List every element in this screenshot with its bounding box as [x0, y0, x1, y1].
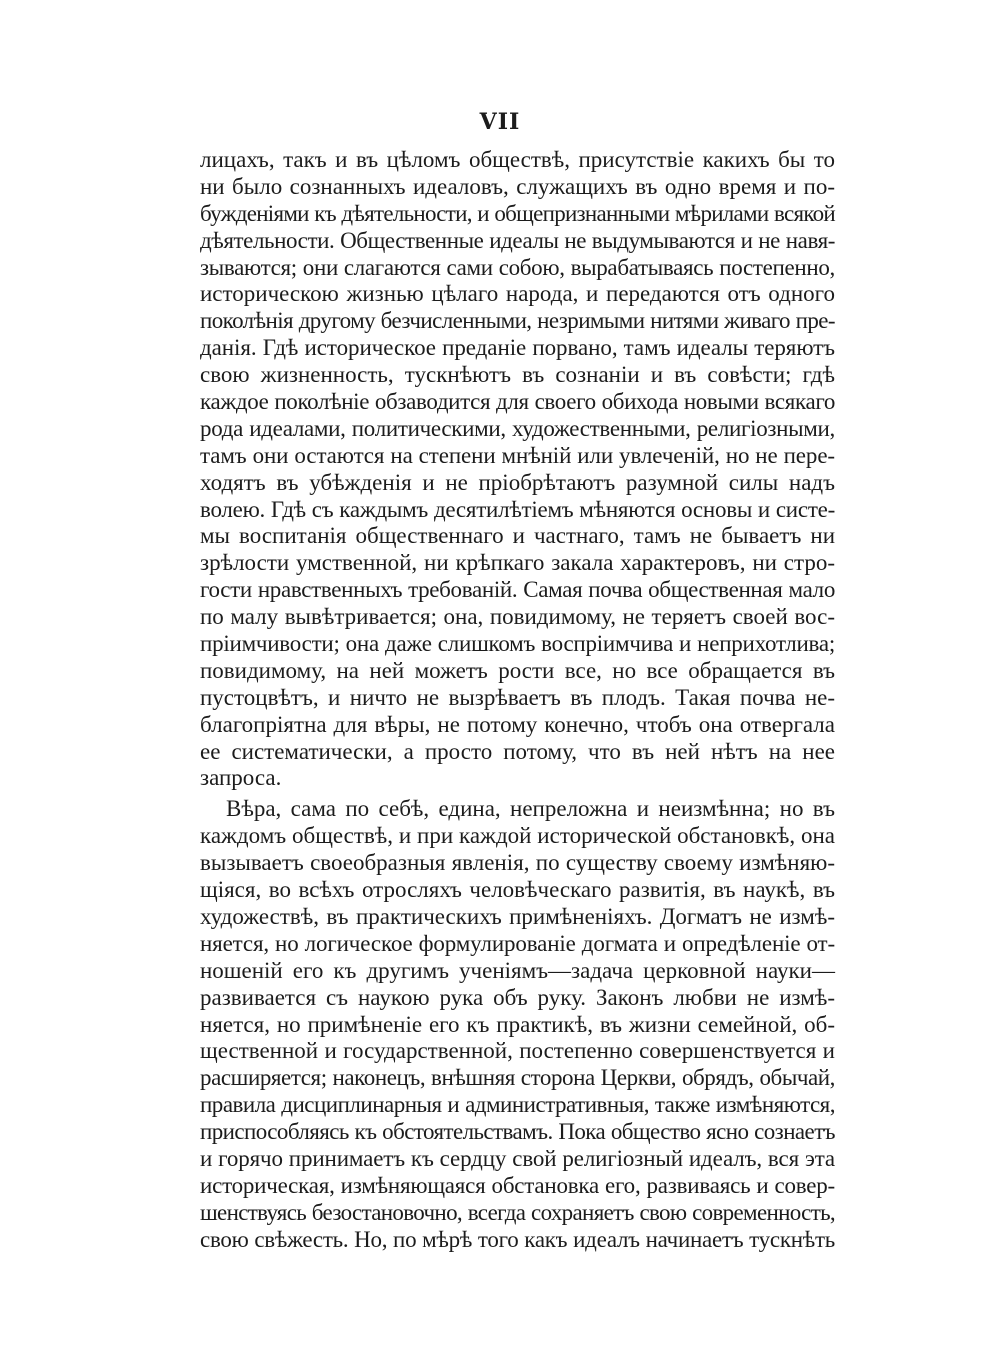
text-line: Вѣра, сама по себѣ, едина, непреложна и неизмѣнна; но въ — [226, 796, 835, 822]
text-line: рода идеалами, политическими, художественными, религіозными, — [200, 415, 835, 441]
text-line: зываются; они слагаются сами собою, вырабатываясь постепенно, — [200, 254, 835, 280]
paragraph-2 — [200, 796, 835, 1253]
text-line: ходятъ въ убѣжденія и не пріобрѣтаютъ разумной силы надъ — [200, 469, 835, 495]
text-line: свою свѣжесть. Но, по мѣрѣ того какъ идеалъ начинаетъ тускнѣть — [200, 1226, 835, 1252]
paragraph-1 — [200, 147, 835, 792]
text-line: художествѣ, въ практическихъ примѣненіяхъ. Догматъ не измѣ- — [200, 903, 835, 929]
text-line: ни было сознанныхъ идеаловъ, служащихъ въ одно время и по- — [200, 173, 835, 199]
text-line: щіяся, во всѣхъ отросляхъ человѣческаго развитія, въ наукѣ, въ — [200, 877, 835, 903]
text-line: ее систематически, а просто потому, что въ ней нѣтъ на нее — [200, 738, 835, 764]
text-line: пустоцвѣтъ, и ничто не вызрѣваетъ въ плодъ. Такая почва не- — [200, 684, 835, 710]
text-line: каждомъ обществѣ, и при каждой исторической обстановкѣ, она — [200, 823, 835, 849]
text-line: бужденіями къ дѣятельности, и общепризнанными мѣрилами всякой — [200, 200, 835, 226]
text-line: благопріятна для вѣры, не потому конечно, чтобъ она отвергала — [200, 711, 835, 737]
body-text — [200, 147, 835, 1254]
text-line: вызываетъ своеобразныя явленія, по существу своему измѣняю- — [200, 850, 835, 876]
text-line: няется, но примѣненіе его къ практикѣ, въ жизни семейной, об- — [200, 1011, 835, 1037]
text-line: лицахъ, такъ и въ цѣломъ обществѣ, присутствіе какихъ бы то — [200, 147, 835, 172]
text-line: запроса. — [200, 765, 282, 791]
text-line: по малу вывѣтривается; она, повидимому, не теряетъ своей вос- — [200, 604, 835, 630]
text-line: развивается съ наукою рука объ руку. Законъ любви не измѣ- — [200, 984, 835, 1010]
page-number: VII — [479, 109, 521, 135]
text-line: пріимчивости; она даже слишкомъ воспріимчива и неприхотлива; — [200, 631, 835, 657]
text-line: поколѣнія другому безчисленными, незримыми нитями живаго пре- — [200, 308, 835, 334]
text-line: данія. Гдѣ историческое преданіе порвано, тамъ идеалы теряютъ — [200, 335, 835, 361]
text-line: историческою жизнью цѣлаго народа, и передаются отъ одного — [200, 281, 835, 307]
text-line: приспособляясь къ обстоятельствамъ. Пока общество ясно сознаетъ — [200, 1119, 835, 1145]
text-line: каждое поколѣніе обзаводится для своего обихода новыми всякаго — [200, 389, 835, 415]
text-line: мы воспитанія общественнаго и частнаго, тамъ не бываетъ ни — [200, 523, 835, 549]
text-line: зрѣлости умственной, ни крѣпкаго закала характеровъ, ни стро- — [200, 550, 835, 576]
text-line: свою жизненность, тускнѣютъ въ сознаніи и въ совѣсти; гдѣ — [200, 362, 835, 388]
text-line: няется, но логическое формулированіе догмата и опредѣленіе от- — [200, 930, 835, 956]
text-line: и горячо принимаетъ къ сердцу свой религіозный идеалъ, вся эта — [200, 1145, 835, 1171]
text-line: тамъ они остаются на степени мнѣній или увлеченій, но не пере- — [200, 442, 835, 468]
text-line: историческая, измѣняющаяся обстановка его, развиваясь и совер- — [200, 1172, 835, 1198]
text-line: гости нравственныхъ требованій. Самая почва общественная мало — [200, 577, 835, 603]
text-line: шенствуясь безостановочно, всегда сохраняетъ свою современность, — [200, 1199, 835, 1225]
text-line: повидимому, на ней можетъ рости все, но все обращается въ — [200, 657, 835, 683]
text-line: дѣятельности. Общественные идеалы не выдумываются и не навя- — [200, 227, 835, 253]
text-line: правила дисциплинарныя и административныя, также измѣняются, — [200, 1092, 835, 1118]
text-line: волею. Гдѣ съ каждымъ десятилѣтіемъ мѣняются основы и систе- — [200, 496, 835, 522]
text-line: ношеній его къ другимъ ученіямъ—задача церковной науки— — [200, 957, 835, 983]
text-line: щественной и государственной, постепенно совершенствуется и — [200, 1038, 835, 1064]
text-line: расширяется; наконецъ, внѣшняя сторона Церкви, обрядъ, обычай, — [200, 1065, 835, 1091]
